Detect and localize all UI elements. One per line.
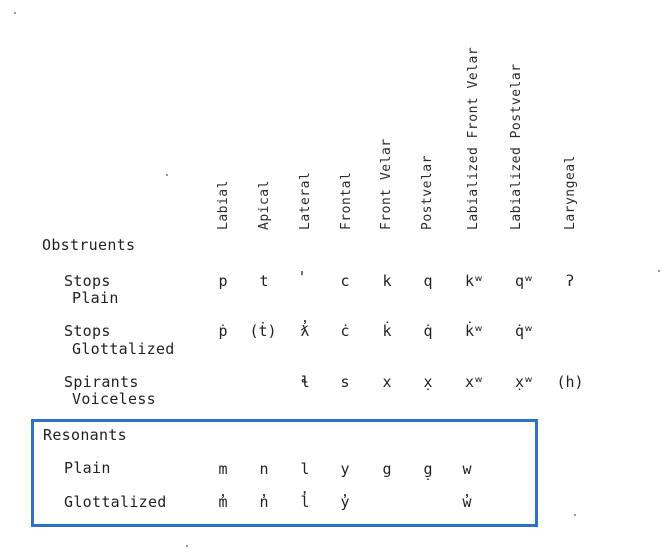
cell-stops-plain-front-velar: k xyxy=(382,272,392,290)
cell-stops-plain-postvelar: q xyxy=(423,272,433,290)
row-label-plain: Plain xyxy=(64,459,111,477)
cell-spirants-lateral: ɬ xyxy=(300,373,310,391)
cell-stops-glottalized-lateral: ƛ̓ xyxy=(300,322,310,340)
cell-resonants-plain-labial: m xyxy=(218,460,228,478)
column-header-labial: Labial xyxy=(216,180,231,230)
cell-spirants-laryngeal: (h) xyxy=(556,373,584,391)
cell-spirants-lab-front-velar: xʷ xyxy=(464,373,484,391)
column-header-apical: Apical xyxy=(257,180,272,230)
column-header-labialized-front-velar: Labialized Front Velar xyxy=(466,46,481,230)
cell-resonants-plain-apical: n xyxy=(259,460,269,478)
cell-resonants-glottalized-lab-front-velar: w̓ xyxy=(462,493,472,511)
cell-stops-plain-lab-front-velar: kʷ xyxy=(464,272,484,290)
cell-spirants-lab-postvelar: x̣ʷ xyxy=(514,373,534,391)
cell-stops-plain-frontal: c xyxy=(340,272,350,290)
scan-speck xyxy=(14,12,16,14)
section-label-resonants: Resonants xyxy=(43,426,127,444)
cell-spirants-postvelar: x̣ xyxy=(423,373,433,391)
scan-speck xyxy=(574,514,576,516)
cell-stops-glottalized-labial: ṗ xyxy=(218,322,228,340)
cell-resonants-plain-frontal: y xyxy=(340,460,350,478)
column-header-lateral: Lateral xyxy=(298,171,313,230)
cell-resonants-plain-lab-front-velar: w xyxy=(462,460,472,478)
column-header-frontal: Frontal xyxy=(339,171,354,230)
cell-stops-glottalized-apical: (ṫ) xyxy=(249,322,277,340)
scan-speck xyxy=(658,270,660,272)
cell-resonants-glottalized-frontal: y̓ xyxy=(340,493,350,511)
cell-stops-plain-lab-postvelar: qʷ xyxy=(514,272,534,290)
column-header-labialized-postvelar: Labialized Postvelar xyxy=(509,63,524,230)
row-label-glottalized: Glottalized xyxy=(64,493,167,511)
row-label-voiceless: Voiceless xyxy=(72,390,156,408)
cell-resonants-plain-front-velar: g xyxy=(382,460,392,478)
column-header-front-velar: Front Velar xyxy=(379,138,394,230)
cell-stops-plain-apical: t xyxy=(259,272,269,290)
cell-resonants-glottalized-apical: n̓ xyxy=(259,493,269,511)
cell-resonants-glottalized-labial: m̓ xyxy=(218,493,228,511)
column-header-postvelar: Postvelar xyxy=(420,155,435,230)
cell-stops-plain-lateral: ' xyxy=(297,268,307,286)
scan-speck xyxy=(186,545,188,547)
row-label-glottalized: Glottalized xyxy=(72,340,175,358)
column-header-laryngeal: Laryngeal xyxy=(563,155,578,230)
cell-stops-plain-laryngeal: ʔ xyxy=(565,272,575,290)
cell-stops-glottalized-lab-postvelar: q̇ʷ xyxy=(514,322,534,340)
row-label-plain: Plain xyxy=(72,289,119,307)
row-label-stops: Stops xyxy=(64,272,111,290)
cell-spirants-frontal: s xyxy=(340,373,350,391)
cell-stops-glottalized-front-velar: k̇ xyxy=(382,322,392,340)
scan-speck xyxy=(166,174,168,176)
cell-stops-glottalized-postvelar: q̇ xyxy=(423,322,433,340)
cell-resonants-plain-lateral: l xyxy=(300,460,310,478)
cell-spirants-front-velar: x xyxy=(382,373,392,391)
cell-stops-glottalized-frontal: ċ xyxy=(340,322,350,340)
row-label-stops: Stops xyxy=(64,322,111,340)
cell-stops-plain-labial: p xyxy=(218,272,228,290)
cell-resonants-glottalized-lateral: l̓ xyxy=(300,493,310,511)
section-label-obstruents: Obstruents xyxy=(42,236,136,254)
cell-stops-glottalized-lab-front-velar: k̇ʷ xyxy=(464,322,484,340)
cell-resonants-plain-postvelar: g̣ xyxy=(423,460,433,478)
row-label-spirants: Spirants xyxy=(64,373,139,391)
